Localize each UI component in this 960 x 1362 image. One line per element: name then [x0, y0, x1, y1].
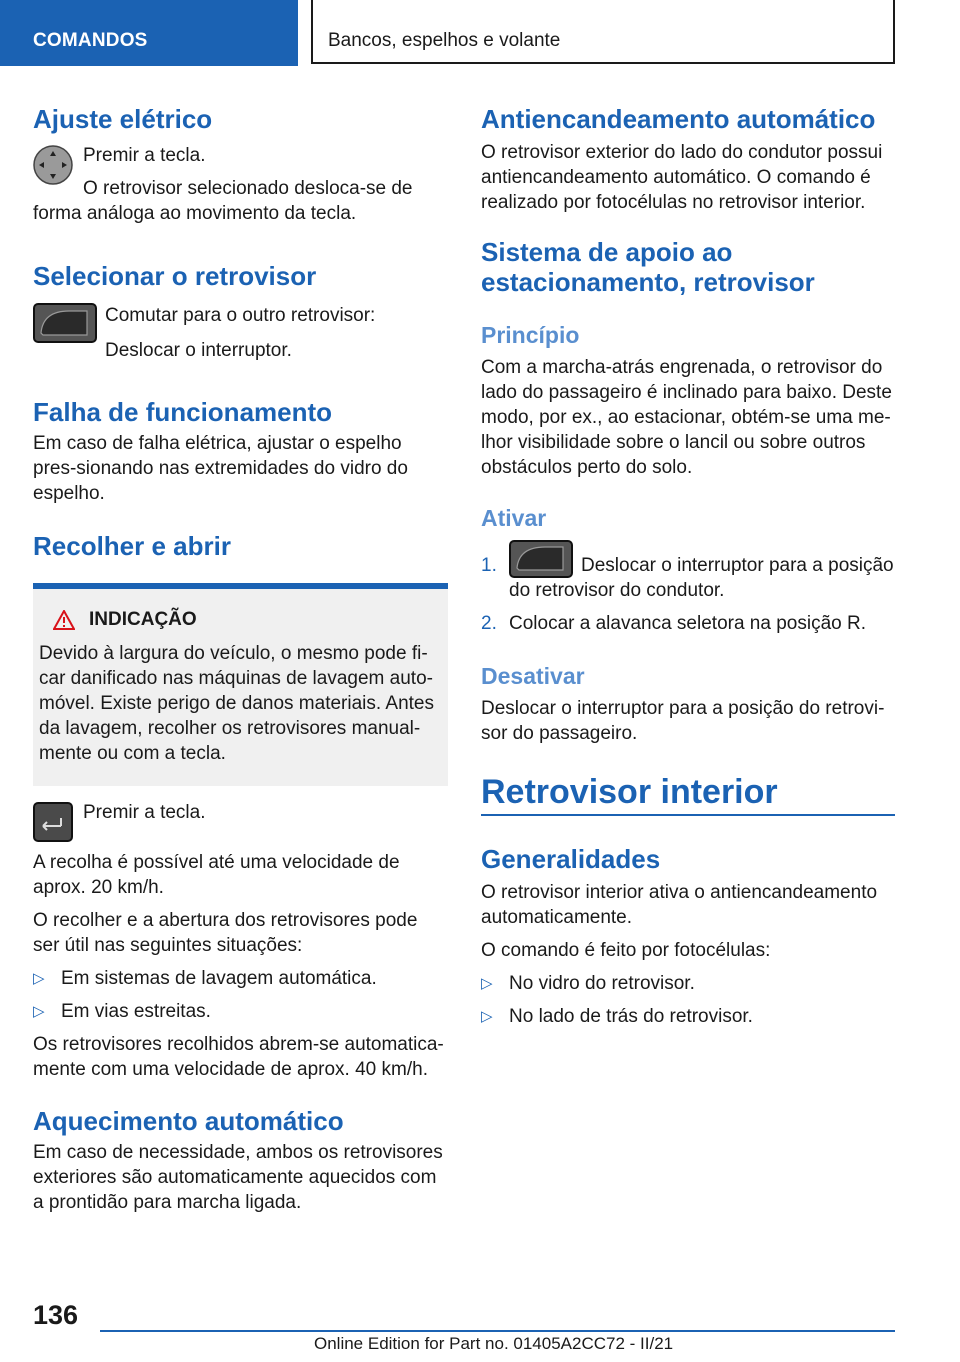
right-column	[481, 100, 895, 1029]
list-item	[33, 966, 448, 991]
bullet-marker: ▷	[33, 1003, 45, 1020]
bullet-marker: ▷	[481, 1008, 493, 1025]
step-text: Colocar a alavanca seletora na posição R.	[509, 613, 866, 634]
section-title: Generalidades	[481, 844, 661, 874]
header-section-label: COMANDOS	[33, 30, 148, 51]
section-title: Antiencandeamento automático	[481, 104, 876, 134]
paragraph: O retrovisor exterior do lado do condutor possui antiencandeamento automático. O comando é realizado por fotocélulas no retrovisor interior.	[481, 142, 883, 213]
paragraph: O comando é feito por fotocélulas:	[481, 940, 771, 961]
list-item	[481, 971, 895, 996]
warning-box	[33, 583, 448, 786]
list-item-text: No vidro do retrovisor.	[509, 973, 695, 994]
step-text: Deslocar o interruptor para a posição	[581, 555, 894, 576]
warning-title: INDICAÇÃO	[89, 609, 197, 630]
warning-text: Devido à largura do veículo, o mesmo pode fi-car danificado nas máquinas de lavagem auto-móvel. Existe perigo de danos materiais. Antes da lavagem, recolher os retrovisores manual-mente ou com a tecla.	[39, 643, 434, 764]
footer-divider	[100, 1330, 895, 1332]
subsection-title: Ativar	[481, 505, 547, 531]
mirror-switch-icon	[33, 303, 97, 343]
bullet-marker: ▷	[33, 970, 45, 987]
header-chapter-box	[311, 0, 895, 64]
paragraph: Comutar para o outro retrovisor:	[105, 305, 376, 326]
mirror-switch-icon	[509, 540, 573, 578]
subsection-title: Princípio	[481, 322, 580, 348]
chapter-title: Retrovisor interior	[481, 773, 778, 811]
paragraph: O retrovisor interior ativa o antiencandeamento automaticamente.	[481, 882, 878, 928]
list-item	[33, 999, 448, 1024]
list-item	[481, 1004, 895, 1029]
paragraph: Premir a tecla.	[83, 802, 206, 823]
step-text: do retrovisor do condutor.	[509, 580, 725, 601]
section-title: Aquecimento automático	[33, 1106, 344, 1136]
section-title: Ajuste elétrico	[33, 104, 213, 134]
paragraph: Premir a tecla.	[83, 145, 206, 166]
paragraph: O retrovisor selecionado desloca-se de	[83, 178, 413, 199]
section-title: Sistema de apoio ao estacionamento, retrovisor	[481, 237, 815, 297]
warning-triangle-icon	[53, 610, 75, 630]
paragraph: O recolher e a abertura dos retrovisores pode ser útil nas seguintes situações:	[33, 910, 418, 956]
paragraph: Deslocar o interruptor.	[105, 340, 292, 361]
paragraph: Deslocar o interruptor para a posição do retrovi-sor do passageiro.	[481, 698, 885, 744]
list-item-text: No lado de trás do retrovisor.	[509, 1006, 753, 1027]
left-column	[33, 100, 448, 1215]
page-number: 136	[33, 1300, 79, 1330]
list-item-text: Em sistemas de lavagem automática.	[61, 968, 377, 989]
paragraph: Em caso de necessidade, ambos os retrovisores exteriores são automaticamente aquecidos com a prontidão para marcha ligada.	[33, 1142, 443, 1213]
list-item-text: Em vias estreitas.	[61, 1001, 211, 1022]
paragraph: A recolha é possível até uma velocidade de aprox. 20 km/h.	[33, 852, 400, 898]
title-divider	[481, 814, 895, 816]
header-section-tab	[0, 0, 298, 66]
section-title: Recolher e abrir	[33, 531, 231, 561]
numbered-item	[481, 540, 895, 603]
header-chapter-label: Bancos, espelhos e volante	[328, 30, 561, 51]
step-number: 1.	[481, 555, 497, 576]
edition-note: Online Edition for Part no. 01405A2CC72 - II/21	[314, 1334, 674, 1353]
paragraph: Em caso de falha elétrica, ajustar o espelho pres-sionando nas extremidades do vidro do espelho.	[33, 433, 408, 504]
paragraph: Os retrovisores recolhidos abrem-se automatica-mente com uma velocidade de aprox. 40 km/h.	[33, 1034, 444, 1080]
section-title: Selecionar o retrovisor	[33, 261, 317, 291]
bullet-marker: ▷	[481, 975, 493, 992]
subsection-title: Desativar	[481, 663, 585, 689]
paragraph: Com a marcha-atrás engrenada, o retrovisor do lado do passageiro é inclinado para baixo. Deste modo, por ex., ao estacionar, obtém-se uma me-lhor visibilidade sobre o lancil ou sobre outros obstáculos perto do solo.	[481, 357, 892, 478]
section-title: Falha de funcionamento	[33, 397, 333, 427]
paragraph: forma análoga ao movimento da tecla.	[33, 203, 357, 224]
fold-mirror-button-icon	[33, 802, 73, 842]
numbered-item	[481, 611, 895, 636]
four-way-switch-icon	[33, 145, 73, 185]
step-number: 2.	[481, 613, 497, 634]
